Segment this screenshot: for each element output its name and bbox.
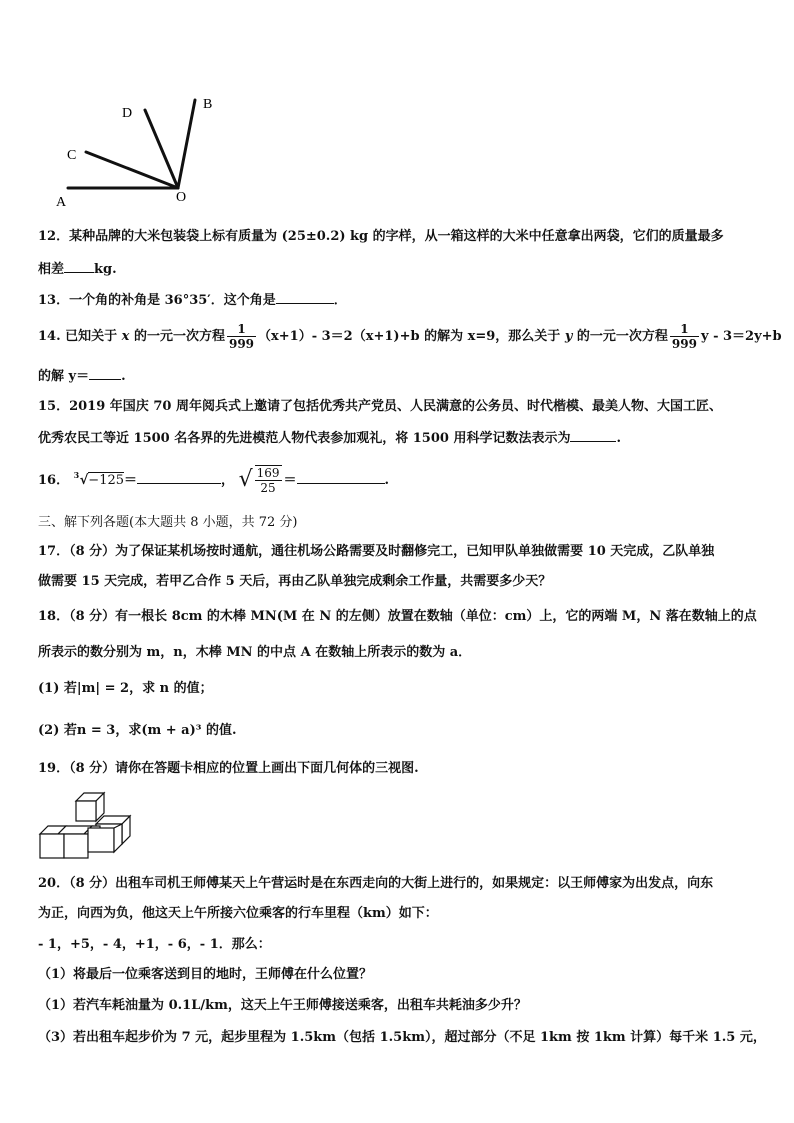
cubes-figure [38, 790, 138, 862]
label-o: O [176, 190, 187, 205]
q14-line2: 的解 y＝ . [38, 366, 126, 386]
q18-sub1: (1) 若|m| = 2，求 n 的值； [38, 681, 213, 696]
q20-line6: （3）若出租车起步价为 7 元，起步里程为 1.5km（包括 1.5km），超过部分（不足 1km 按 1km 计算）每千米 1.5 元， [38, 1030, 766, 1045]
answer-blank[interactable] [64, 259, 94, 273]
section-heading: 三、解下列各题(本大题共 8 小题，共 72 分) [38, 515, 298, 530]
q17-line1: 17．（8 分）为了保证某机场按时通航，通往机场公路需要及时翻修完工，已知甲队单独做需要 10 天完成，乙队单独 [38, 544, 715, 559]
q19-line1: 19．（8 分）请你在答题卡相应的位置上画出下面几何体的三视图. [38, 761, 419, 776]
q18-line2: 所表示的数分别为 m，n，木棒 MN 的中点 A 在数轴上所表示的数为 a． [38, 645, 472, 660]
q12-line1: 12．某种品牌的大米包装袋上标有质量为 (25±0.2) kg 的字样，从一箱这样的大米中任意拿出两袋，它们的质量最多 [38, 229, 724, 244]
q20-line3: - 1，+5，- 4，+1，- 6，- 1．那么： [38, 937, 271, 952]
label-b: B [203, 97, 213, 112]
q15-line1: 15．2019 年国庆 70 周年阅兵式上邀请了包括优秀共产党员、人民满意的公务员、时代楷模、最美人物、大国工匠、 [38, 399, 722, 414]
q18-sub2: (2) 若n = 3，求(m + a)³ 的值. [38, 723, 237, 738]
ray-ob [178, 100, 195, 188]
answer-blank[interactable] [276, 290, 334, 304]
q16-line: 16． 3 √−125＝ ， √ $\frac{169}{25}$ ＝ . [38, 462, 389, 499]
q20-line2: 为正，向西为负，他这天上午所接六位乘客的行车里程（km）如下： [38, 906, 438, 921]
answer-blank[interactable] [89, 366, 121, 380]
answer-blank[interactable] [297, 470, 385, 484]
label-d: D [122, 106, 133, 121]
q20-line5: （1）若汽车耗油量为 0.1L/km，这天上午王师傅接送乘客，出租车共耗油多少升？ [38, 998, 527, 1013]
q18-line1: 18．（8 分）有一根长 8cm 的木棒 MN(M 在 N 的左侧）放置在数轴（单位：cm）上，它的两端 M，N 落在数轴上的点 [38, 609, 757, 624]
q17-line2: 做需要 15 天完成，若甲乙合作 5 天后，再由乙队单独完成剩余工作量，共需要多少天？ [38, 574, 552, 589]
q20-line1: 20．（8 分）出租车司机王师傅某天上午营运时是在东西走向的大街上进行的，如果规定：以王师傅家为出发点，向东 [38, 876, 714, 891]
q14-line1: 14. 已知关于 x 的一元一次方程 $\frac{1}{999}$ （x+1）- 3＝2（x+1)+b 的解为 x=9，那么关于 y 的一元一次方程 $\frac{1}{999}$ y - 3＝2y+b [38, 322, 782, 351]
q15-line2: 优秀农民工等近 1500 名各界的先进模范人物代表参加观礼，将 1500 用科学记数法表示为 . [38, 428, 621, 448]
cube-root: 3 √−125 [73, 469, 125, 488]
q20-line4: （1）将最后一位乘客送到目的地时，王师傅在什么位置？ [38, 967, 373, 982]
label-c: C [67, 148, 77, 163]
square-root: √ $\frac{169}{25}$ [238, 466, 280, 495]
q12-line2: 相差 kg. [38, 259, 117, 279]
answer-blank[interactable] [137, 470, 221, 484]
label-a: A [56, 195, 67, 210]
answer-blank[interactable] [570, 428, 616, 442]
angle-figure [50, 90, 230, 215]
q13-line: 13．一个角的补角是 36°35′．这个角是 ． [38, 290, 347, 310]
